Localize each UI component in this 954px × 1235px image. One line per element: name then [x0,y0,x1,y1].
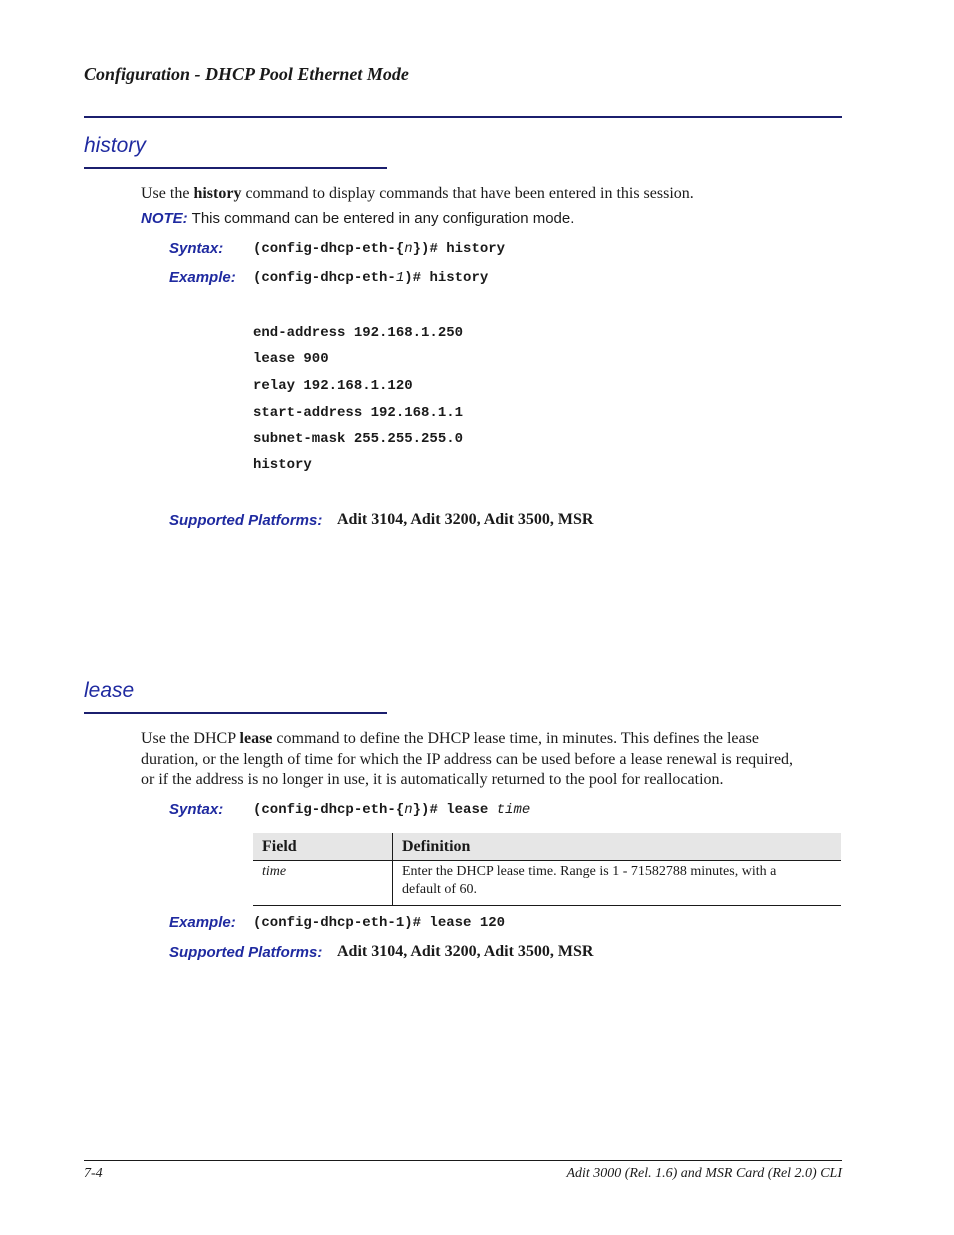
example-text: )# history [404,270,489,286]
command-name: history [193,185,242,202]
history-note [141,210,574,228]
field-cell: time [253,861,393,906]
intro-text: command to display commands that have been entered in this session. [241,185,694,202]
column-header-definition: Definition [393,833,842,861]
history-intro [141,184,694,205]
section-rule-history [84,167,387,169]
document-title: Adit 3000 (Rel. 1.6) and MSR Card (Rel 2.0) CLI [566,1166,842,1181]
intro-text: command to define the DHCP lease time, in minutes. This defines the lease [272,730,759,747]
field-definition-table [253,833,841,906]
example-variable: 1 [395,270,405,286]
definition-cell [393,861,842,906]
section-title-lease: lease [84,679,135,702]
running-header: Configuration - DHCP Pool Ethernet Mode [84,64,409,84]
output-line: lease 900 [253,351,329,367]
definition-text: default of 60. [402,882,478,897]
platforms-label: Supported Platforms: [169,512,323,529]
syntax-variable: n [404,802,413,818]
intro-text: Use the [141,185,194,202]
header-rule [84,116,842,118]
platforms-list: Adit 3104, Adit 3200, Adit 3500, MSR [337,943,594,960]
history-example [253,270,488,286]
column-header-field: Field [253,833,393,861]
syntax-variable: n [404,241,413,257]
intro-text: duration, or the length of time for which the IP address can be used before a lease renewal is required, [141,750,794,768]
note-text: This command can be entered in any configuration mode. [191,210,575,227]
example-label: Example: [169,914,236,931]
section-title-history: history [84,134,146,157]
output-line: subnet-mask 255.255.255.0 [253,431,464,447]
history-syntax [253,241,505,257]
intro-text: or if the address is no longer in use, it is automatically returned to the pool for reallocation. [141,771,724,788]
definition-text: Enter the DHCP lease time. Range is 1 - 71582788 minutes, with a [402,864,777,879]
example-text: (config-dhcp-eth- [253,270,396,286]
output-line: relay 192.168.1.120 [253,378,413,394]
syntax-label: Syntax: [169,801,224,818]
note-label: NOTE: [141,210,188,227]
syntax-label: Syntax: [169,240,224,257]
syntax-text: })# history [412,241,506,257]
syntax-text: (config-dhcp-eth-{ [253,802,405,818]
intro-text: Use the DHCP [141,730,240,747]
lease-syntax [253,802,530,818]
output-line: history [253,457,312,473]
table-row [253,861,841,906]
lease-intro [141,729,841,791]
syntax-argument: time [496,802,531,818]
platforms-list: Adit 3104, Adit 3200, Adit 3500, MSR [337,511,594,528]
table-header-row [253,833,841,861]
command-name: lease [239,730,273,747]
output-line: start-address 192.168.1.1 [253,405,464,421]
page-number: 7-4 [84,1166,103,1181]
section-rule-lease [84,712,387,714]
lease-example: (config-dhcp-eth-1)# lease 120 [253,915,506,931]
syntax-text: (config-dhcp-eth-{ [253,241,405,257]
syntax-text: })# lease [412,802,497,818]
platforms-label: Supported Platforms: [169,944,323,961]
output-line: end-address 192.168.1.250 [253,325,464,341]
footer-rule [84,1160,842,1161]
example-label: Example: [169,269,236,286]
